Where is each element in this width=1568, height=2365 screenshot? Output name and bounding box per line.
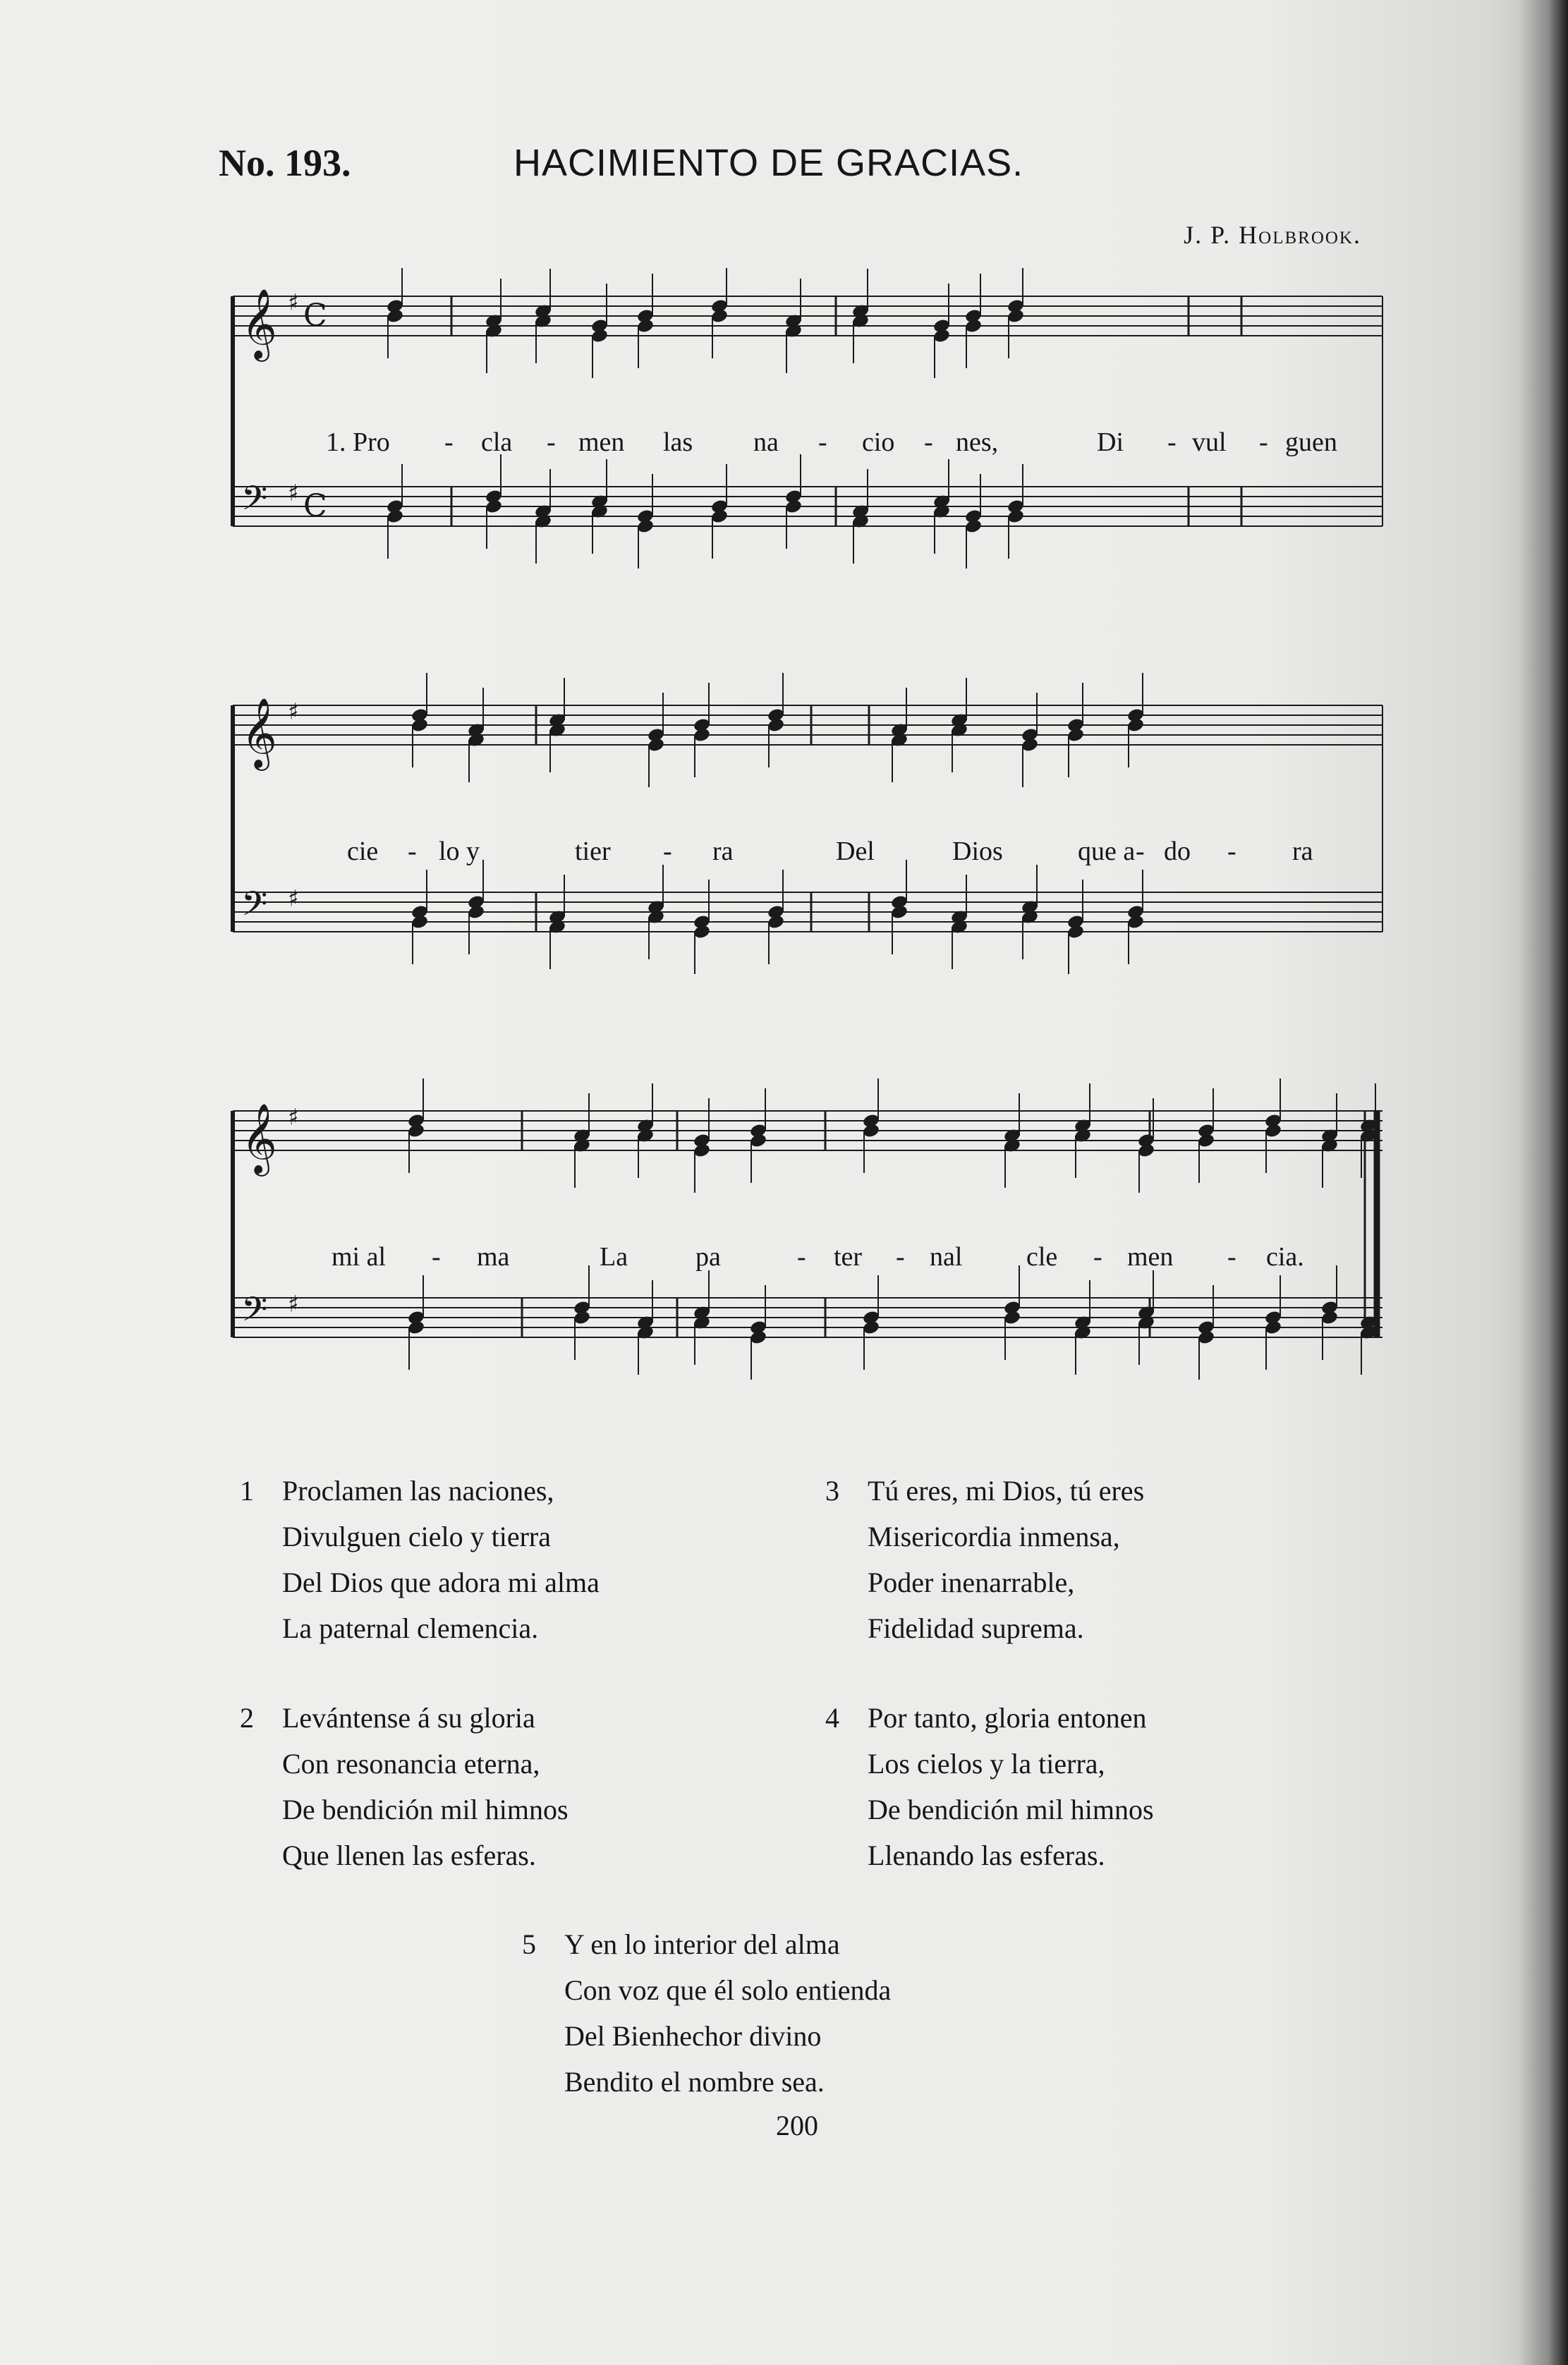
lyric-syllable: ma <box>477 1242 510 1272</box>
page-number: 200 <box>776 2110 818 2141</box>
hymn-header <box>219 141 1361 249</box>
lyric-syllable: guen <box>1285 427 1337 457</box>
stanza-line: Tú eres, mi Dios, tú eres <box>868 1475 1145 1507</box>
lyric-syllable: nes, <box>956 427 999 457</box>
bass-clef-icon: 𝄢 <box>241 478 268 526</box>
lyric-syllable: ter <box>834 1242 863 1272</box>
treble-clef-icon: 𝄞 <box>241 1103 277 1174</box>
lyric-syllable: Di <box>1097 427 1124 457</box>
lyric-syllable: - <box>1167 427 1177 457</box>
stanza-line: Bendito el nombre sea. <box>564 2066 825 2098</box>
stanza-line: Con resonancia eterna, <box>282 1748 540 1780</box>
lyric-syllable: pa <box>695 1242 721 1272</box>
sharp-icon: ♯ <box>288 698 299 725</box>
bass-clef-icon: 𝄢 <box>241 884 268 932</box>
lyric-syllable: nal <box>930 1242 963 1272</box>
sharp-icon: ♯ <box>288 479 299 506</box>
common-time-icon: C <box>303 488 327 524</box>
lyric-syllable: - <box>1136 837 1145 866</box>
lyric-syllable: - <box>444 427 454 457</box>
lyric-syllable: ra <box>712 837 734 866</box>
stanza-line: Los cielos y la tierra, <box>868 1748 1105 1780</box>
lyric-syllable: - <box>432 1242 441 1272</box>
lyric-syllable: las <box>663 427 693 457</box>
lyric-syllable: - <box>1093 1242 1102 1272</box>
lyric-syllable: - <box>663 837 672 866</box>
lyric-syllable: - <box>1259 427 1268 457</box>
lyric-syllable: - <box>408 837 417 866</box>
lyric-syllable: - <box>924 427 933 457</box>
stanza-number: 3 <box>825 1475 839 1507</box>
music-score <box>219 268 1390 1411</box>
stanza-line: De bendición mil himnos <box>868 1794 1154 1825</box>
lyric-syllable: cla <box>481 427 513 457</box>
lyric-syllable: Del <box>836 837 875 866</box>
stanza-line: Fidelidad suprema. <box>868 1612 1084 1644</box>
stanza-line: Levántense á su gloria <box>282 1702 535 1734</box>
binding-edge-shadow <box>1519 0 1568 2365</box>
sharp-icon: ♯ <box>288 1103 299 1131</box>
sharp-icon: ♯ <box>288 884 299 912</box>
lyric-syllable: La <box>600 1242 628 1272</box>
lyric-syllable: na <box>753 427 779 457</box>
lyric-syllable: men <box>578 427 625 457</box>
lyric-syllable: Dios <box>952 837 1003 866</box>
treble-clef-icon: 𝄞 <box>241 288 277 359</box>
lyric-syllable: que a <box>1078 837 1136 866</box>
lyric-syllable: - <box>896 1242 905 1272</box>
lyric-line-2 <box>219 836 1390 871</box>
stanza-line: Del Dios que adora mi alma <box>282 1567 600 1598</box>
lyric-syllable: - <box>1227 1242 1236 1272</box>
lyric-syllable: - <box>818 427 827 457</box>
treble-clef-icon: 𝄞 <box>241 698 277 768</box>
lyric-syllable: do <box>1164 837 1191 866</box>
stanza-line: Llenando las esferas. <box>868 1840 1105 1871</box>
stanza-line: De bendición mil himnos <box>282 1794 569 1825</box>
lyric-syllable: tier <box>575 837 611 866</box>
lyric-syllable: cia. <box>1266 1242 1304 1272</box>
lyric-syllable: - <box>547 427 556 457</box>
lyric-syllable: - <box>797 1242 806 1272</box>
sharp-icon: ♯ <box>288 1290 299 1318</box>
lyric-syllable: cle <box>1026 1242 1058 1272</box>
sharp-icon: ♯ <box>288 288 299 316</box>
stanza-line: Del Bienhechor divino <box>564 2020 822 2052</box>
verse-texts <box>240 1474 1382 2109</box>
lyric-syllable: lo y <box>439 837 480 866</box>
stanza-number: 1 <box>240 1475 254 1507</box>
lyric-syllable: cie <box>347 837 379 866</box>
hymn-number: No. 193. <box>219 142 351 184</box>
lyric-syllable: - <box>1227 837 1236 866</box>
lyric-syllable: mi al <box>332 1242 387 1272</box>
lyric-syllable: 1. Pro <box>326 427 390 457</box>
stanza-number: 4 <box>825 1702 839 1734</box>
lyric-line-3 <box>219 1241 1390 1277</box>
stanza-line: Y en lo interior del alma <box>564 1928 840 1960</box>
stanza-line: Misericordia inmensa, <box>868 1521 1120 1552</box>
stanza-line: Por tanto, gloria entonen <box>868 1702 1147 1734</box>
stanza-line: Que llenen las esferas. <box>282 1840 536 1871</box>
lyric-syllable: cio <box>862 427 895 457</box>
lyric-syllable: vul <box>1192 427 1227 457</box>
stanza-line: Divulguen cielo y tierra <box>282 1521 551 1552</box>
lyric-line-1 <box>219 427 1390 462</box>
lyric-syllable: ra <box>1292 837 1313 866</box>
stanza-number: 2 <box>240 1702 254 1734</box>
bass-clef-icon: 𝄢 <box>241 1289 268 1337</box>
stanza-line: Proclamen las naciones, <box>282 1475 554 1507</box>
hymn-title: HACIMIENTO DE GRACIAS. <box>513 142 1024 184</box>
stanza-line: Poder inenarrable, <box>868 1567 1075 1598</box>
stanza-line: Con voz que él solo entienda <box>564 1974 892 2006</box>
common-time-icon: C <box>303 298 327 334</box>
lyric-syllable: men <box>1127 1242 1174 1272</box>
composer-credit: J. P. Holbrook. <box>1184 221 1361 249</box>
stanza-number: 5 <box>522 1928 536 1960</box>
stanza-line: La paternal clemencia. <box>282 1612 539 1644</box>
